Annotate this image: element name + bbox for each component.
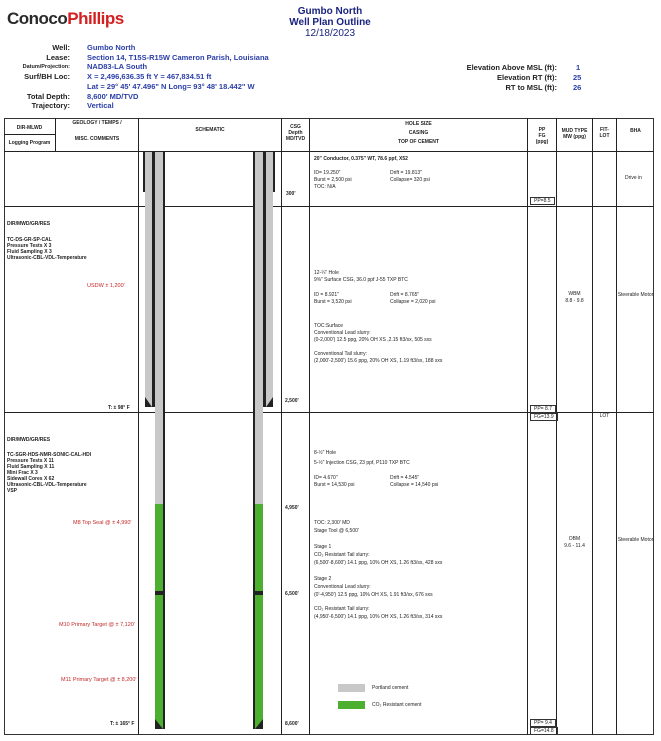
stage3-value: (4,950'-6,500') 14.1 ppg, 10% OH XS, 1.26 ft3/sx, 314 sxs (314, 614, 443, 620)
fit-col-line (616, 118, 617, 735)
stage3-desc: CO₂ Resistant Tail slurry: (314, 606, 370, 612)
conductor-burst: Burst = 2,500 psi (314, 177, 352, 183)
stage-tool-depth: 6,500' (285, 591, 299, 597)
col-fit-lot: FIT- LOT (599, 127, 610, 139)
prod-toc: TOC: 2,300' MD (314, 520, 350, 526)
stage1-desc: CO₂ Resistant Tail slurry: (314, 552, 370, 558)
col-pp-fg: PP FG (ppg) (535, 127, 549, 145)
surface-cement-left (145, 152, 152, 407)
surface-id: ID = 8.921" (314, 292, 339, 298)
legend-portland-swatch (338, 684, 365, 692)
surface-casing: 9⅝" Surface CSG, 36.0 ppf J-55 TXP BTC (314, 277, 408, 283)
prod-cement-right-co2 (255, 504, 263, 729)
prod-cement-left-co2 (155, 504, 163, 729)
stage1-value: (6,500'-8,600') 14.1 ppg, 10% OH XS, 1.26 ft3/sx, 428 sxs (314, 560, 443, 566)
lease-value: Section 14, T15S-R15W Cameron Parish, Louisiana (87, 53, 269, 62)
surface-log-1: TC-DS-GR-SP-CAL (7, 237, 52, 243)
total-depth-value: 8,600' MD/TVD (87, 92, 139, 101)
surface-fg: FG=13.9 (530, 413, 558, 421)
elev-rt-value: 25 (573, 73, 582, 82)
surface-pp: PP= 8.7 (530, 405, 556, 413)
prod-cement-left-portland (155, 152, 163, 504)
col-csg: CSG Depth MD/TVD (285, 124, 306, 142)
conductor-toc: TOC: N/A (314, 184, 336, 190)
surface-log-4: Ultrasonic-CBL-VDL-Temperature (7, 255, 87, 261)
legend-portland-label: Portland cement (372, 685, 409, 691)
surface-casing-left (152, 152, 155, 407)
conductor-depth: 300' (286, 191, 296, 197)
surface-mw: 8.8 - 9.8 (565, 298, 584, 304)
total-depth-label: Total Depth: (26, 92, 70, 101)
stage-tool-right (253, 591, 263, 595)
col-mud: MUD TYPE MW (ppg) (561, 128, 588, 140)
surface-tail: (2,000'-2,500') 15.6 ppg, 20% OH XS, 1.19 ft3/sx, 188 sxs (314, 358, 443, 364)
prod-bha: Steerable Motor (617, 537, 654, 543)
prod-fit-lot: LOT (599, 413, 610, 419)
dir-divider (4, 134, 55, 135)
usdw-marker: USDW ± 1,200' (87, 283, 125, 289)
prod-fg: FG=14.8 (530, 727, 558, 735)
prod-casing-left (163, 152, 165, 729)
csg-col-line (309, 118, 310, 735)
surface-collapse: Collapse = 2,020 psi (390, 299, 436, 305)
rt-msl-value: 26 (573, 83, 582, 92)
prod-log-1: TC-SGR-HDS-NMR-SONIC-CAL-HDI (7, 452, 92, 458)
prod-cement-right-portland (255, 152, 263, 504)
conductor-pp: PP=8.5 (530, 197, 555, 205)
stage1-label: Stage 1 (314, 544, 332, 550)
surface-lead: (0-2,000') 12.5 ppg, 20% OH XS ,2.15 ft3/sx, 505 sxs (314, 337, 432, 343)
prod-log-6: Ultrasonic-CBL-VDL-Temperature (7, 482, 87, 488)
prod-hole: 8-½" Hole (314, 450, 337, 456)
prod-log-7: VSP (7, 488, 18, 494)
well-name-title: Gumbo North (297, 6, 363, 17)
stage2-value: (0'-4,950') 12.5 ppg, 10% OH XS, 1.91 ft3/sx, 676 sxs (314, 592, 433, 598)
surface-mud: WBM (568, 291, 581, 297)
trajectory-value: Vertical (87, 101, 114, 110)
surface-drift: Drift = 8.765" (390, 292, 420, 298)
prod-temp: T: ± 165° F (110, 721, 135, 727)
conductor-collapse: Collapse= 320 psi (390, 177, 430, 183)
conductor-bha: Drive in (625, 175, 642, 181)
surface-tail-title: Conventional Tail slurry: (314, 351, 367, 357)
stage-tool-left (155, 591, 165, 595)
col-hole-casing: HOLE SIZE CASING TOP OF CEMENT (398, 121, 439, 145)
stage2-label: Stage 2 (314, 576, 332, 582)
surface-bha: Steerable Motor (617, 292, 654, 298)
document-subtitle: Well Plan Outline (289, 17, 371, 28)
surface-toc: TOC:Surface (314, 323, 344, 329)
col-bha: BHA (630, 128, 641, 134)
col-misc-comments: MISC. COMMENTS (74, 136, 120, 142)
surface-lead-title: Conventional Lead slurry: (314, 330, 371, 336)
surface-burst: Burst = 3,520 psi (314, 299, 352, 305)
prod-casing-right (253, 152, 255, 729)
prod-log-4: Mini Frac X 3 (7, 470, 38, 476)
surface-logging-title: DIR/MWD/GR/RES (7, 221, 51, 227)
well-value: Gumbo North (87, 43, 136, 52)
surface-log-2: Pressure Tests X 3 (7, 243, 52, 249)
prod-log-3: Fluid Sampling X 11 (7, 464, 55, 470)
surface-hole: 12-¼" Hole (314, 270, 339, 276)
col-schematic: SCHEMATIC (195, 127, 225, 133)
well-label: Well: (52, 43, 70, 52)
legend-co2-label: CO₂ Resistant cement (372, 702, 422, 708)
m11-target: M11 Primary Target @ ± 8,200' (61, 677, 137, 683)
surface-cement-right (266, 152, 273, 407)
stage2-desc: Conventional Lead slurry: (314, 584, 371, 590)
prod-stage-tool: Stage Tool @ 6,500' (314, 528, 359, 534)
prod-casing: 5-½" Injection CSG, 23 ppf, P110 TXP BTC (314, 460, 410, 466)
datum-label: Datum/Projection: (22, 64, 70, 70)
document-date: 12/18/2023 (304, 28, 356, 39)
conductor-right-wall (273, 152, 275, 192)
location-label: Surf/BH Loc: (24, 72, 70, 81)
pp-col-line (556, 118, 557, 735)
conductor-left-wall (143, 152, 145, 192)
rt-msl-label: RT to MSL (ft): (505, 83, 557, 92)
mud-col-line (592, 118, 593, 735)
surface-depth: 2,500' (285, 398, 299, 404)
prod-log-2: Pressure Tests X 11 (7, 458, 54, 464)
surface-log-3: Fluid Sampling X 3 (7, 249, 52, 255)
conocophillips-logo: ConocoPhillips (7, 9, 124, 28)
prod-logging-title: DIR/MWD/GR/RES (7, 437, 51, 443)
casing-col-line (527, 118, 528, 735)
conductor-desc: 20" Conductor, 0.375" WT, 78.6 ppf, X52 (314, 156, 408, 162)
m10-target: M10 Primary Target @ ± 7,120' (59, 622, 135, 628)
prod-collapse: Collapse = 14,540 psi (390, 482, 439, 488)
surface-temp: T: ± 98° F (108, 405, 130, 411)
conductor-drift: Drift = 19.813" (390, 170, 422, 176)
prod-drift: Drift = 4.545" (390, 475, 420, 481)
col-dir-mlwd: DIR-MLWD (16, 125, 43, 131)
trajectory-label: Trajectory: (31, 101, 70, 110)
legend-co2-swatch (338, 701, 365, 709)
prod-td-depth: 8,600' (285, 721, 299, 727)
prod-id: ID= 4.670" (314, 475, 338, 481)
datum-value: NAD83-LA South (87, 62, 148, 71)
lat-long: Lat = 29° 45' 47.496" N Long= 93° 48' 18.442" W (87, 82, 255, 91)
prod-log-5: Sidewall Cores X 62 (7, 476, 55, 482)
wellbore-schematic (139, 152, 281, 735)
surface-casing-right (263, 152, 266, 407)
xy-coordinates: X = 2,496,636.35 ft Y = 467,834.51 ft (87, 72, 212, 81)
m8-top-seal: M8 Top Seal @ ± 4,990' (73, 520, 132, 526)
prod-dv-depth: 4,950' (285, 505, 299, 511)
elev-msl-value: 1 (576, 63, 581, 72)
prod-burst: Burst = 14,530 psi (314, 482, 355, 488)
prod-mw: 9.6 - 11.4 (564, 543, 585, 549)
col-logging-program: Logging Program (8, 140, 51, 146)
col-geology: GEOLOGY / TEMPS / (72, 120, 122, 126)
conductor-id: ID= 19.250" (314, 170, 341, 176)
elev-msl-label: Elevation Above MSL (ft): (466, 63, 557, 72)
schematic-col-line (281, 118, 282, 735)
prod-mud: OBM (568, 536, 581, 542)
header-title (230, 6, 430, 39)
lease-label: Lease: (46, 53, 70, 62)
elev-rt-label: Elevation RT (ft): (497, 73, 557, 82)
prod-pp: PP= 9.4 (530, 719, 556, 727)
